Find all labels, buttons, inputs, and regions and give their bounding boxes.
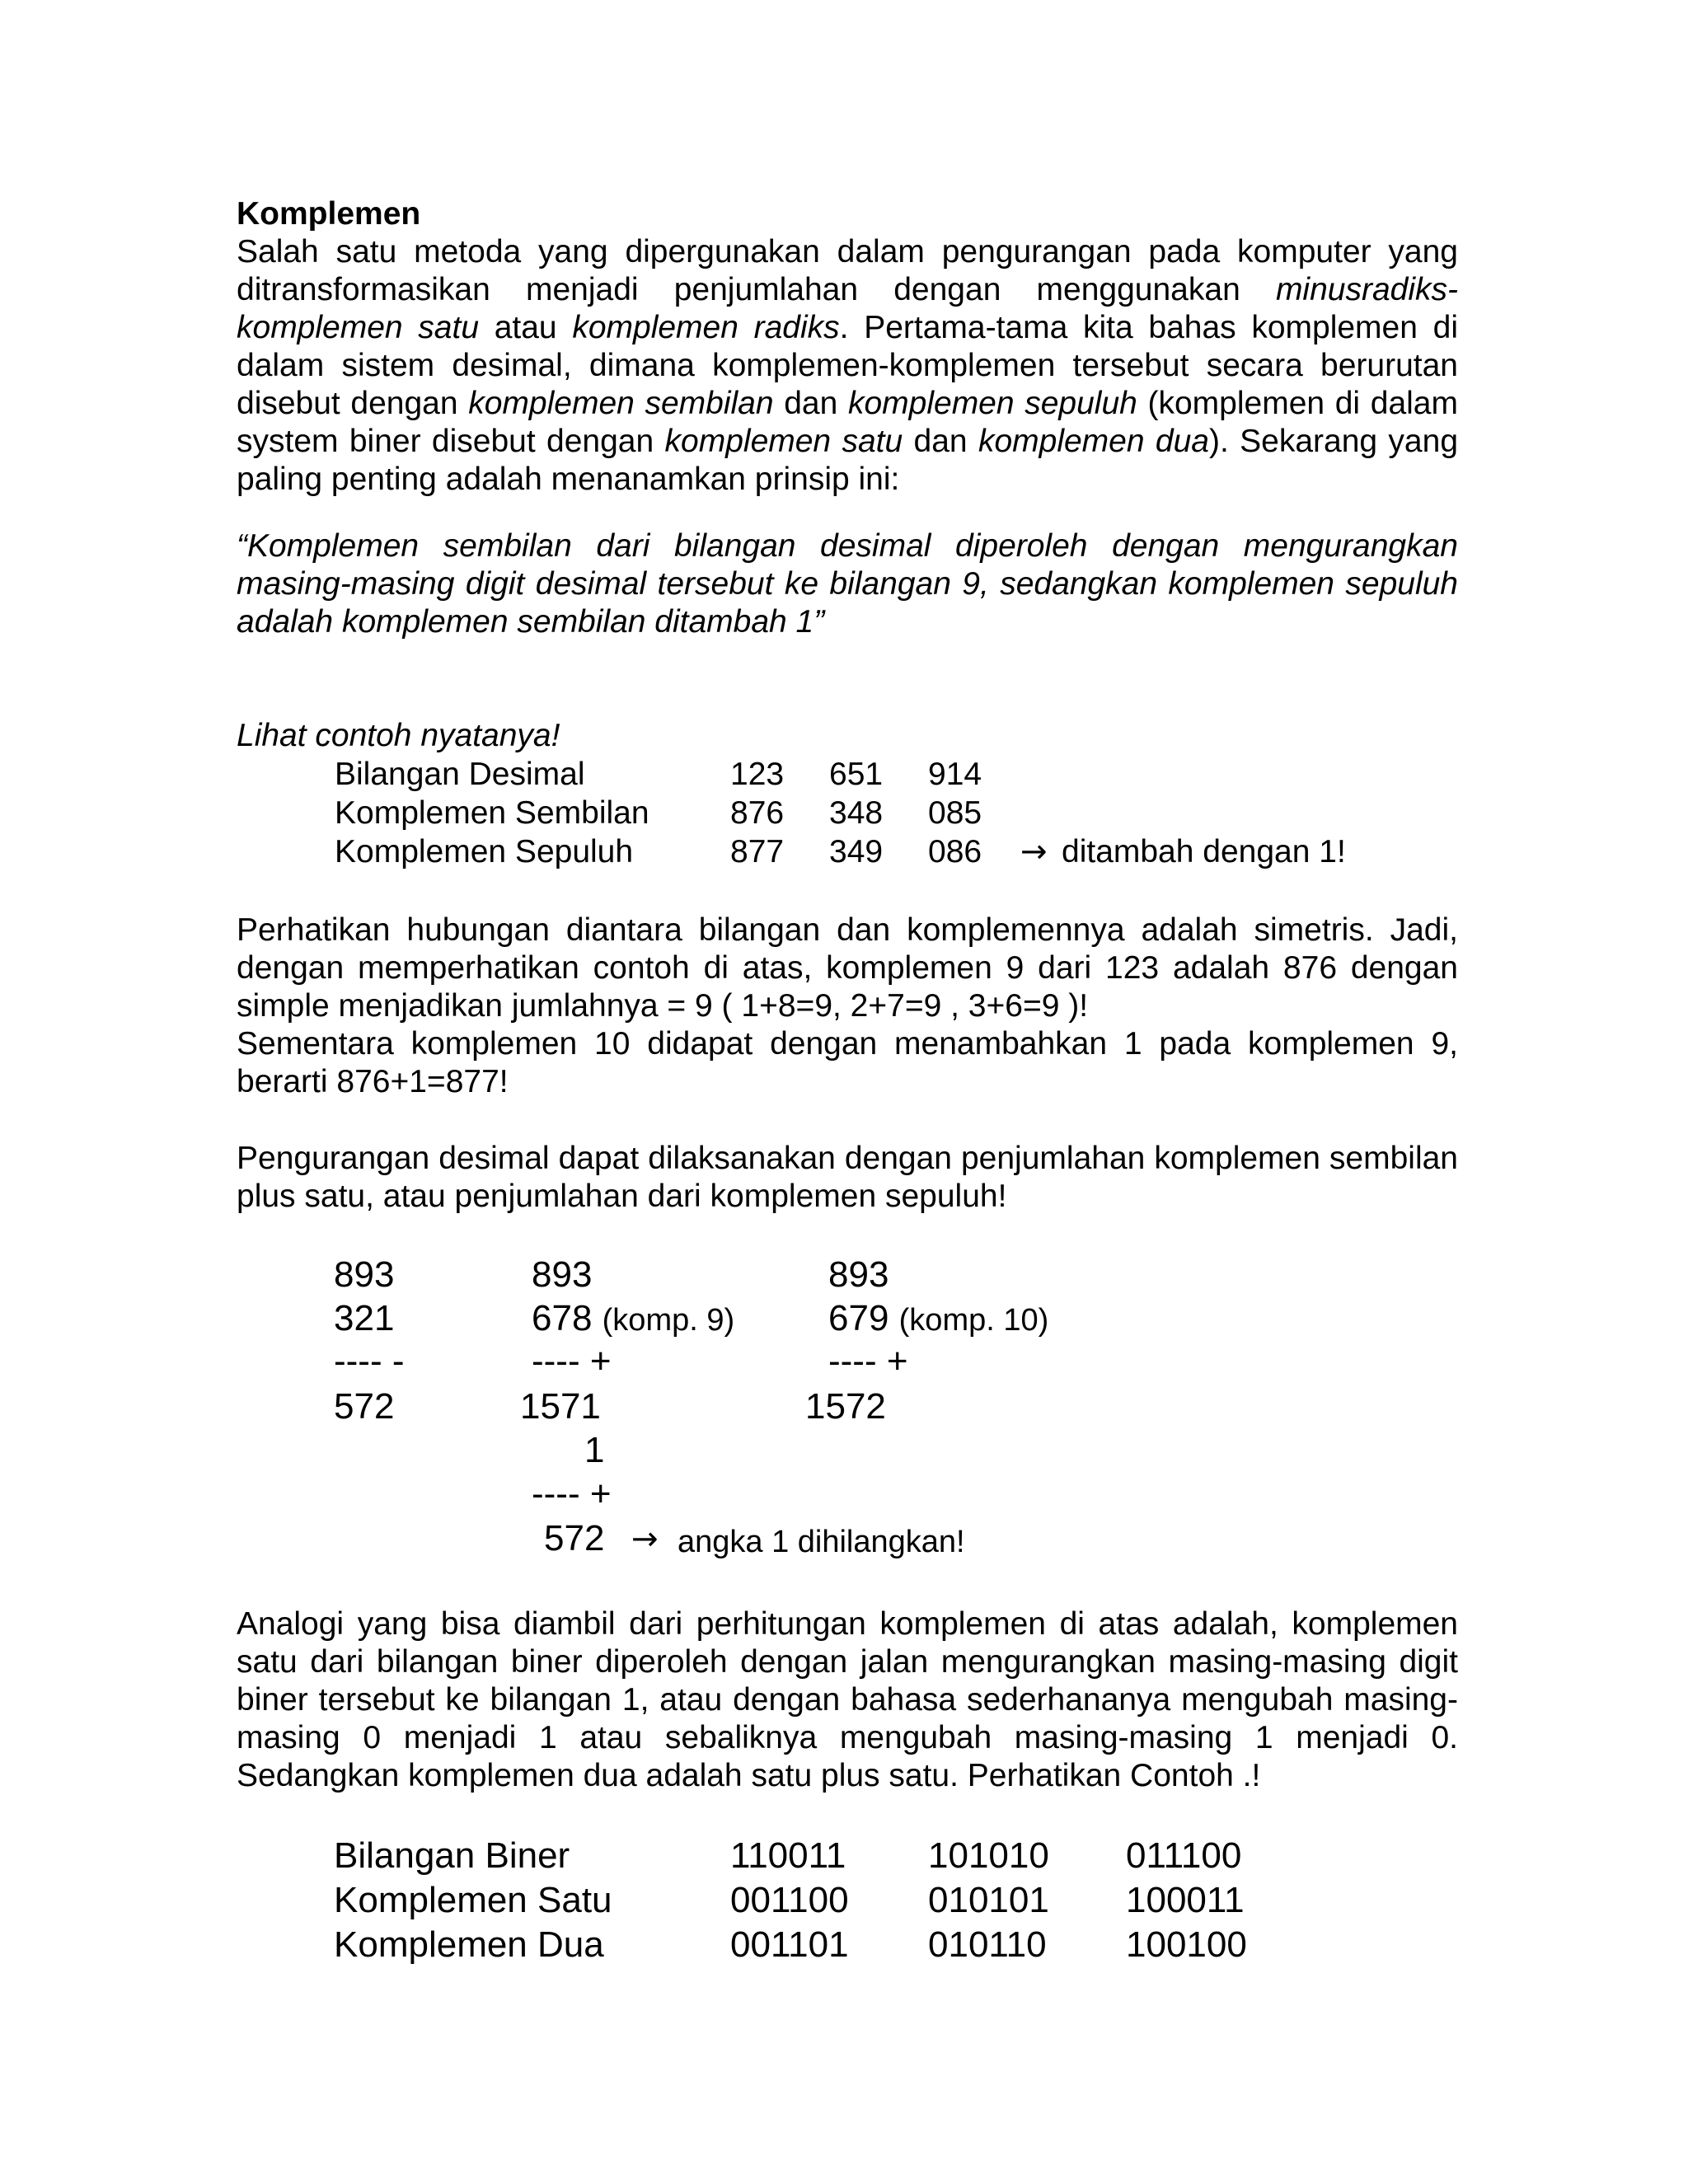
intro-text-6: dan — [903, 424, 978, 459]
binary-value: 010101 — [928, 1880, 1049, 1920]
decimal-value: 651 — [829, 757, 884, 792]
calc-operand: 893 — [334, 1254, 395, 1295]
binary-value: 101010 — [928, 1835, 1049, 1876]
binary-row-label: Komplemen Dua — [334, 1924, 604, 1965]
calc-complement-note: (komp. 9) — [602, 1303, 735, 1338]
decimal-value: 086 — [928, 834, 982, 869]
intro-italic-3: komplemen sembilan — [468, 386, 774, 421]
calc-operand: 321 — [334, 1298, 395, 1338]
binary-value: 001101 — [730, 1924, 849, 1965]
intro-text-1: Salah satu metoda yang dipergunakan dalam pengurangan pada komputer yang ditransformasikan menjadi penjumlahan dengan menggunakan — [237, 234, 1458, 307]
calc-line: ---- + — [828, 1341, 908, 1381]
binary-paragraph: Analogi yang bisa diambil dari perhitungan komplemen di atas adalah, komplemen satu dari bilangan biner diperoleh dengan jalan mengurangkan masing-masing digit biner tersebut ke bilangan 1, atau dengan bahasa sederhananya mengubah masing-masing 0 menjadi 1 atau sebaliknya mengubah masing-masing 1 menjadi 0. Sedangkan komplemen dua adalah satu plus satu. Perhatikan Contoh .! — [237, 1606, 1458, 1793]
binary-row-label: Bilangan Biner — [334, 1835, 570, 1876]
intro-paragraph — [237, 233, 1458, 499]
binary-value: 100100 — [1126, 1924, 1247, 1965]
binary-value: 100011 — [1126, 1880, 1245, 1920]
intro-italic-2: komplemen radiks — [572, 310, 840, 345]
calc-operand: 893 — [828, 1254, 889, 1295]
calc-result: 1572 — [805, 1386, 886, 1427]
decimal-value: 348 — [829, 795, 884, 831]
decimal-row-label: Bilangan Desimal — [335, 757, 585, 792]
intro-text-3: . Pertama-tama kita bahas komplemen di dalam sistem desimal, dimana komplemen-komplemen tersebut secara berurutan disebut dengan — [237, 310, 1458, 421]
ten-complement-paragraph: Sementara komplemen 10 didapat dengan menambahkan 1 pada komplemen 9, berarti 876+1=877! — [237, 1026, 1458, 1099]
intro-italic-4: komplemen sepuluh — [847, 386, 1137, 421]
calc-complement-note: (komp. 10) — [898, 1303, 1049, 1338]
intro-text-7: ). Sekarang yang paling penting adalah menanamkan prinsip ini: — [237, 424, 1459, 497]
binary-value: 011100 — [1126, 1835, 1242, 1876]
calc-operand — [828, 1296, 1048, 1343]
intro-text-5: (komplemen di dalam system biner disebut dengan — [237, 386, 1458, 459]
intro-italic-6: komplemen dua — [978, 424, 1209, 459]
intro-italic-5: komplemen satu — [664, 424, 903, 459]
symmetric-paragraph: Perhatikan hubungan diantara bilangan dan komplemennya adalah simetris. Jadi, dengan memperhatikan contoh di atas, komplemen 9 dari 123 adalah 876 dengan simple menjadikan jumlahnya = 9 ( 1+8=9, 2+7=9 , 3+6=9 )! — [237, 912, 1458, 1024]
binary-value: 010110 — [928, 1924, 1047, 1965]
decimal-value: 085 — [928, 795, 982, 831]
calc-complement-value: 678 — [532, 1298, 593, 1338]
example-heading: Lihat contoh nyatanya! — [237, 718, 560, 753]
intro-text-2: atau — [479, 310, 573, 345]
decimal-value: 349 — [829, 834, 884, 869]
calc-line: ---- + — [532, 1474, 612, 1514]
decimal-value: 876 — [730, 795, 785, 831]
calc-operand — [532, 1296, 734, 1343]
binary-value: 001100 — [730, 1880, 849, 1920]
calc-line: ---- + — [532, 1341, 612, 1381]
decimal-value: 914 — [928, 757, 982, 792]
arrow-right-icon: → — [631, 1521, 659, 1558]
calc-final-note: angka 1 dihilangkan! — [678, 1525, 965, 1559]
calc-result: 572 — [334, 1386, 395, 1427]
principle-quote: “Komplemen sembilan dari bilangan desimal diperoleh dengan mengurangkan masing-masing digit desimal tersebut ke bilangan 9, sedangkan komplemen sepuluh adalah komplemen sembilan ditambah 1” — [237, 528, 1458, 640]
decimal-row-label: Komplemen Sembilan — [335, 795, 649, 831]
arrow-right-icon: → — [1020, 833, 1048, 870]
decimal-row-label: Komplemen Sepuluh — [335, 834, 634, 869]
calc-line: ---- - — [334, 1341, 405, 1381]
decimal-row-note: ditambah dengan 1! — [1062, 834, 1346, 869]
decimal-value: 877 — [730, 834, 785, 869]
calc-final: 572 — [544, 1518, 605, 1558]
calc-operand: 893 — [532, 1254, 593, 1295]
subtraction-paragraph: Pengurangan desimal dapat dilaksanakan dengan penjumlahan komplemen sembilan plus satu, atau penjumlahan dari komplemen sepuluh! — [237, 1141, 1458, 1214]
decimal-value: 123 — [730, 757, 785, 792]
calc-result: 1571 — [520, 1386, 601, 1427]
calc-carry: 1 — [584, 1430, 605, 1470]
calc-complement-value: 679 — [828, 1298, 889, 1338]
intro-text-4: dan — [773, 386, 848, 421]
intro-italic-1: minusradiks-komplemen satu — [237, 272, 1458, 345]
binary-row-label: Komplemen Satu — [334, 1880, 612, 1920]
section-title: Komplemen — [237, 196, 421, 232]
binary-value: 110011 — [730, 1835, 846, 1876]
